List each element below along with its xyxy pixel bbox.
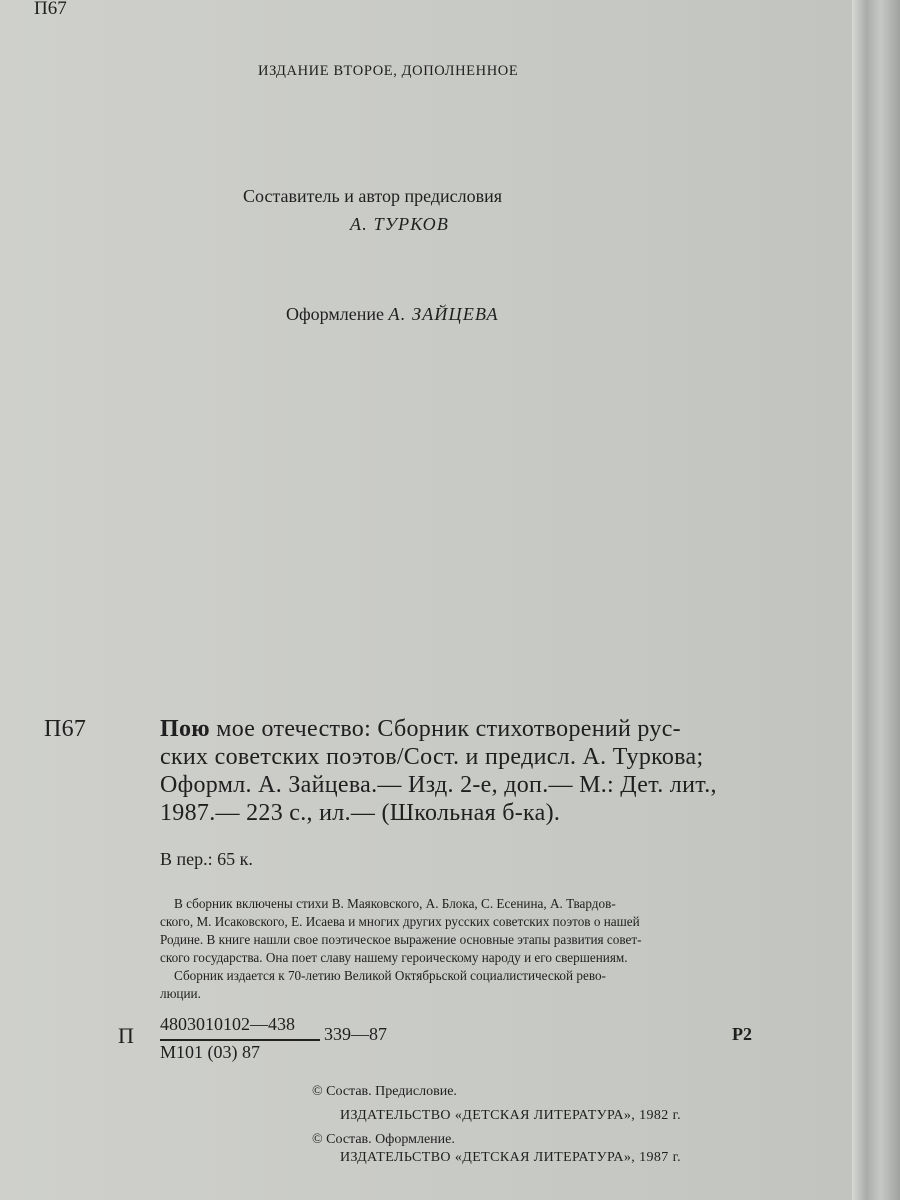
annotation-line-5: Сборник издается к 70-летию Великой Октябрьской социалистической рево- xyxy=(174,968,606,983)
edition-line: ИЗДАНИЕ ВТОРОЕ, ДОПОЛНЕННОЕ xyxy=(258,63,519,79)
fraction-line xyxy=(160,1039,320,1041)
design-label: Оформление xyxy=(286,304,385,324)
annotation-line-1: В сборник включены стихи В. Маяковского, А. Блока, С. Есенина, А. Твардов- xyxy=(174,896,616,911)
copyright-2-line-1: © Состав. Оформление. xyxy=(312,1132,455,1147)
copyright-2-line-2: ИЗДАТЕЛЬСТВО «ДЕТСКАЯ ЛИТЕРАТУРА», 1987 г. xyxy=(340,1150,682,1165)
catalog-line-1-text: мое отечество: Сборник стихотворений рус- xyxy=(209,716,681,742)
catalog-line-4: 1987.— 223 с., ил.— (Школьная б-ка). xyxy=(160,800,561,826)
design-name: А. ЗАЙЦЕВА xyxy=(388,304,499,324)
price-line: В пер.: 65 к. xyxy=(160,849,253,869)
annotation-line-3: Родине. В книге нашли свое поэтическое выражение основные этапы развития совет- xyxy=(160,932,642,947)
compiler-role: Составитель и автор предисловия xyxy=(243,186,503,206)
annotation-line-2: ского, М. Исаковского, Е. Исаева и многих других русских советских поэтов о нашей xyxy=(160,914,640,929)
catalog-line-1 xyxy=(160,716,681,743)
annotation-line-6: люции. xyxy=(160,986,201,1001)
index-denominator: М101 (03) 87 xyxy=(160,1042,260,1062)
index-letter: П xyxy=(118,1023,134,1048)
index-suffix: 339—87 xyxy=(324,1024,387,1044)
corner-code: П67 xyxy=(34,0,67,19)
page-edge xyxy=(852,0,900,1200)
copyright-1-line-2: ИЗДАТЕЛЬСТВО «ДЕТСКАЯ ЛИТЕРАТУРА», 1982 г. xyxy=(340,1108,682,1123)
bbk-code: Р2 xyxy=(732,1024,752,1044)
index-numerator: 4803010102—438 xyxy=(160,1014,295,1034)
catalog-title-lead: Пою xyxy=(160,716,210,742)
catalog-code: П67 xyxy=(44,716,87,742)
compiler-name: А. ТУРКОВ xyxy=(350,214,450,234)
catalog-line-3: Оформл. А. Зайцева.— Изд. 2-е, доп.— М.: Дет. лит., xyxy=(160,772,717,798)
design-credit xyxy=(286,304,499,325)
annotation-line-4: ского государства. Она поет славу нашему героическому народу и его свершениям. xyxy=(160,950,628,965)
catalog-line-2: ских советских поэтов/Сост. и предисл. А. Туркова; xyxy=(160,744,704,770)
copyright-1-line-1: © Состав. Предисловие. xyxy=(312,1084,457,1099)
